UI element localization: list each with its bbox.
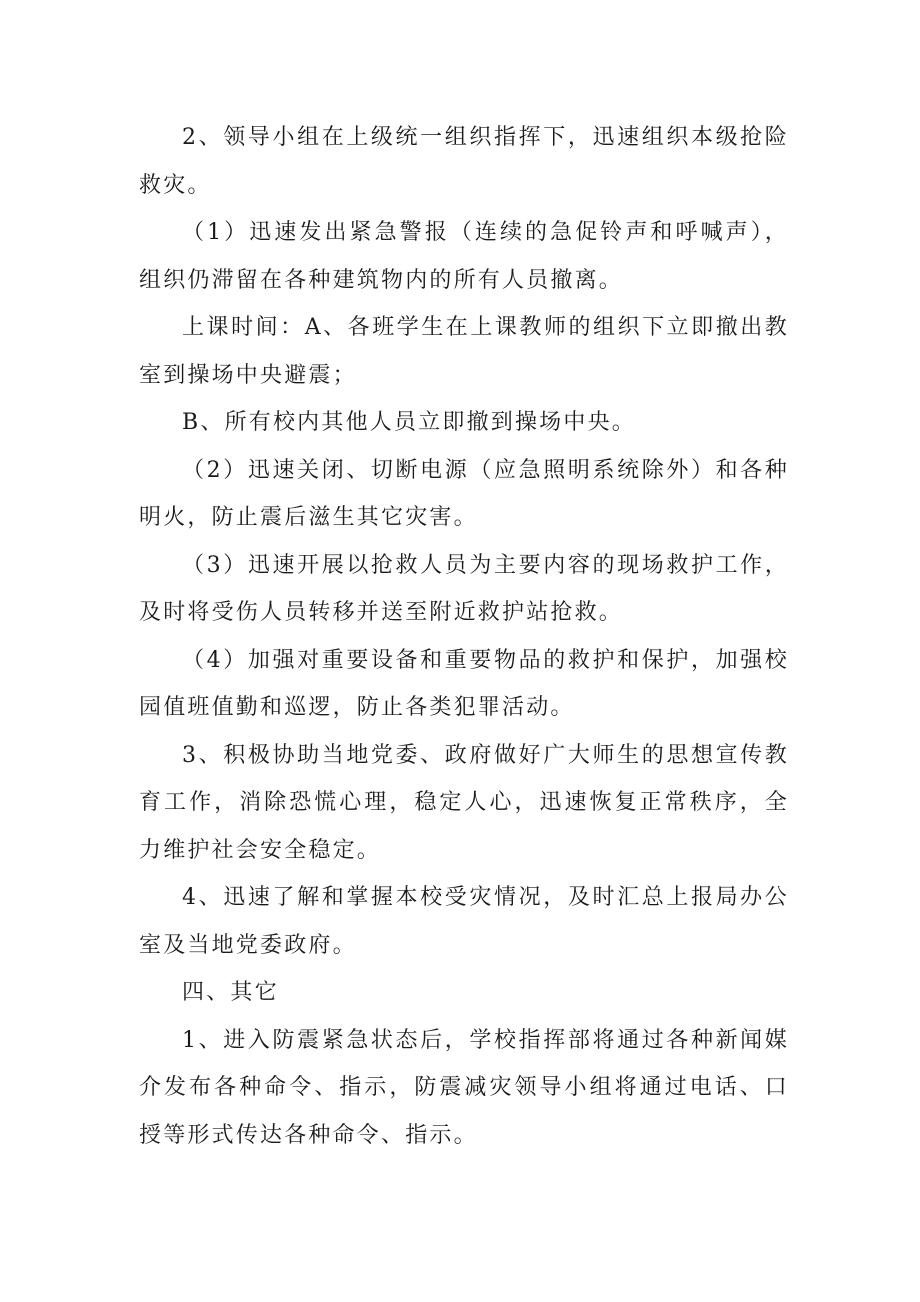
paragraph-emergency-commands: 1、进入防震紧急状态后，学校指挥部将通过各种新闻媒介发布各种命令、指示，防震减灾领导小组将通过电话、口授等形式传达各种命令、指示。 [139,1027,789,1148]
paragraph-protect-equipment: （4）加强对重要设备和重要物品的救护和保护，加强校园值班值勤和巡逻，防止各类犯罪活动。 [139,647,789,720]
section-heading-other: 四、其它 [182,980,279,1005]
paragraph-assist-party-government: 3、积极协助当地党委、政府做好广大师生的思想宣传教育工作，消除恐慌心理，稳定人心，迅速恢复正常秩序，全力维护社会安全稳定。 [139,742,789,863]
paragraph-class-time-evacuation: 上课时间：A、各班学生在上课教师的组织下立即撤出教室到操场中央避震； [139,315,789,388]
paragraph-leading-group-rescue: 2、领导小组在上级统一组织指挥下，迅速组织本级抢险救灾。 [139,125,789,198]
paragraph-cut-power: （2）迅速关闭、切断电源（应急照明系统除外）和各种明火，防止震后滋生其它灾害。 [139,457,789,530]
paragraph-emergency-alarm: （1）迅速发出紧急警报（连续的急促铃声和呼喊声），组织仍滞留在各种建筑物内的所有人员撤离。 [139,220,789,293]
document-body [139,114,789,1159]
paragraph-other-staff-evacuation: B、所有校内其他人员立即撤到操场中央。 [182,410,636,435]
paragraph-report-disaster: 4、迅速了解和掌握本校受灾情况，及时汇总上报局办公室及当地党委政府。 [139,885,789,958]
paragraph-rescue-work: （3）迅速开展以抢救人员为主要内容的现场救护工作，及时将受伤人员转移并送至附近救护站抢救。 [139,552,789,625]
